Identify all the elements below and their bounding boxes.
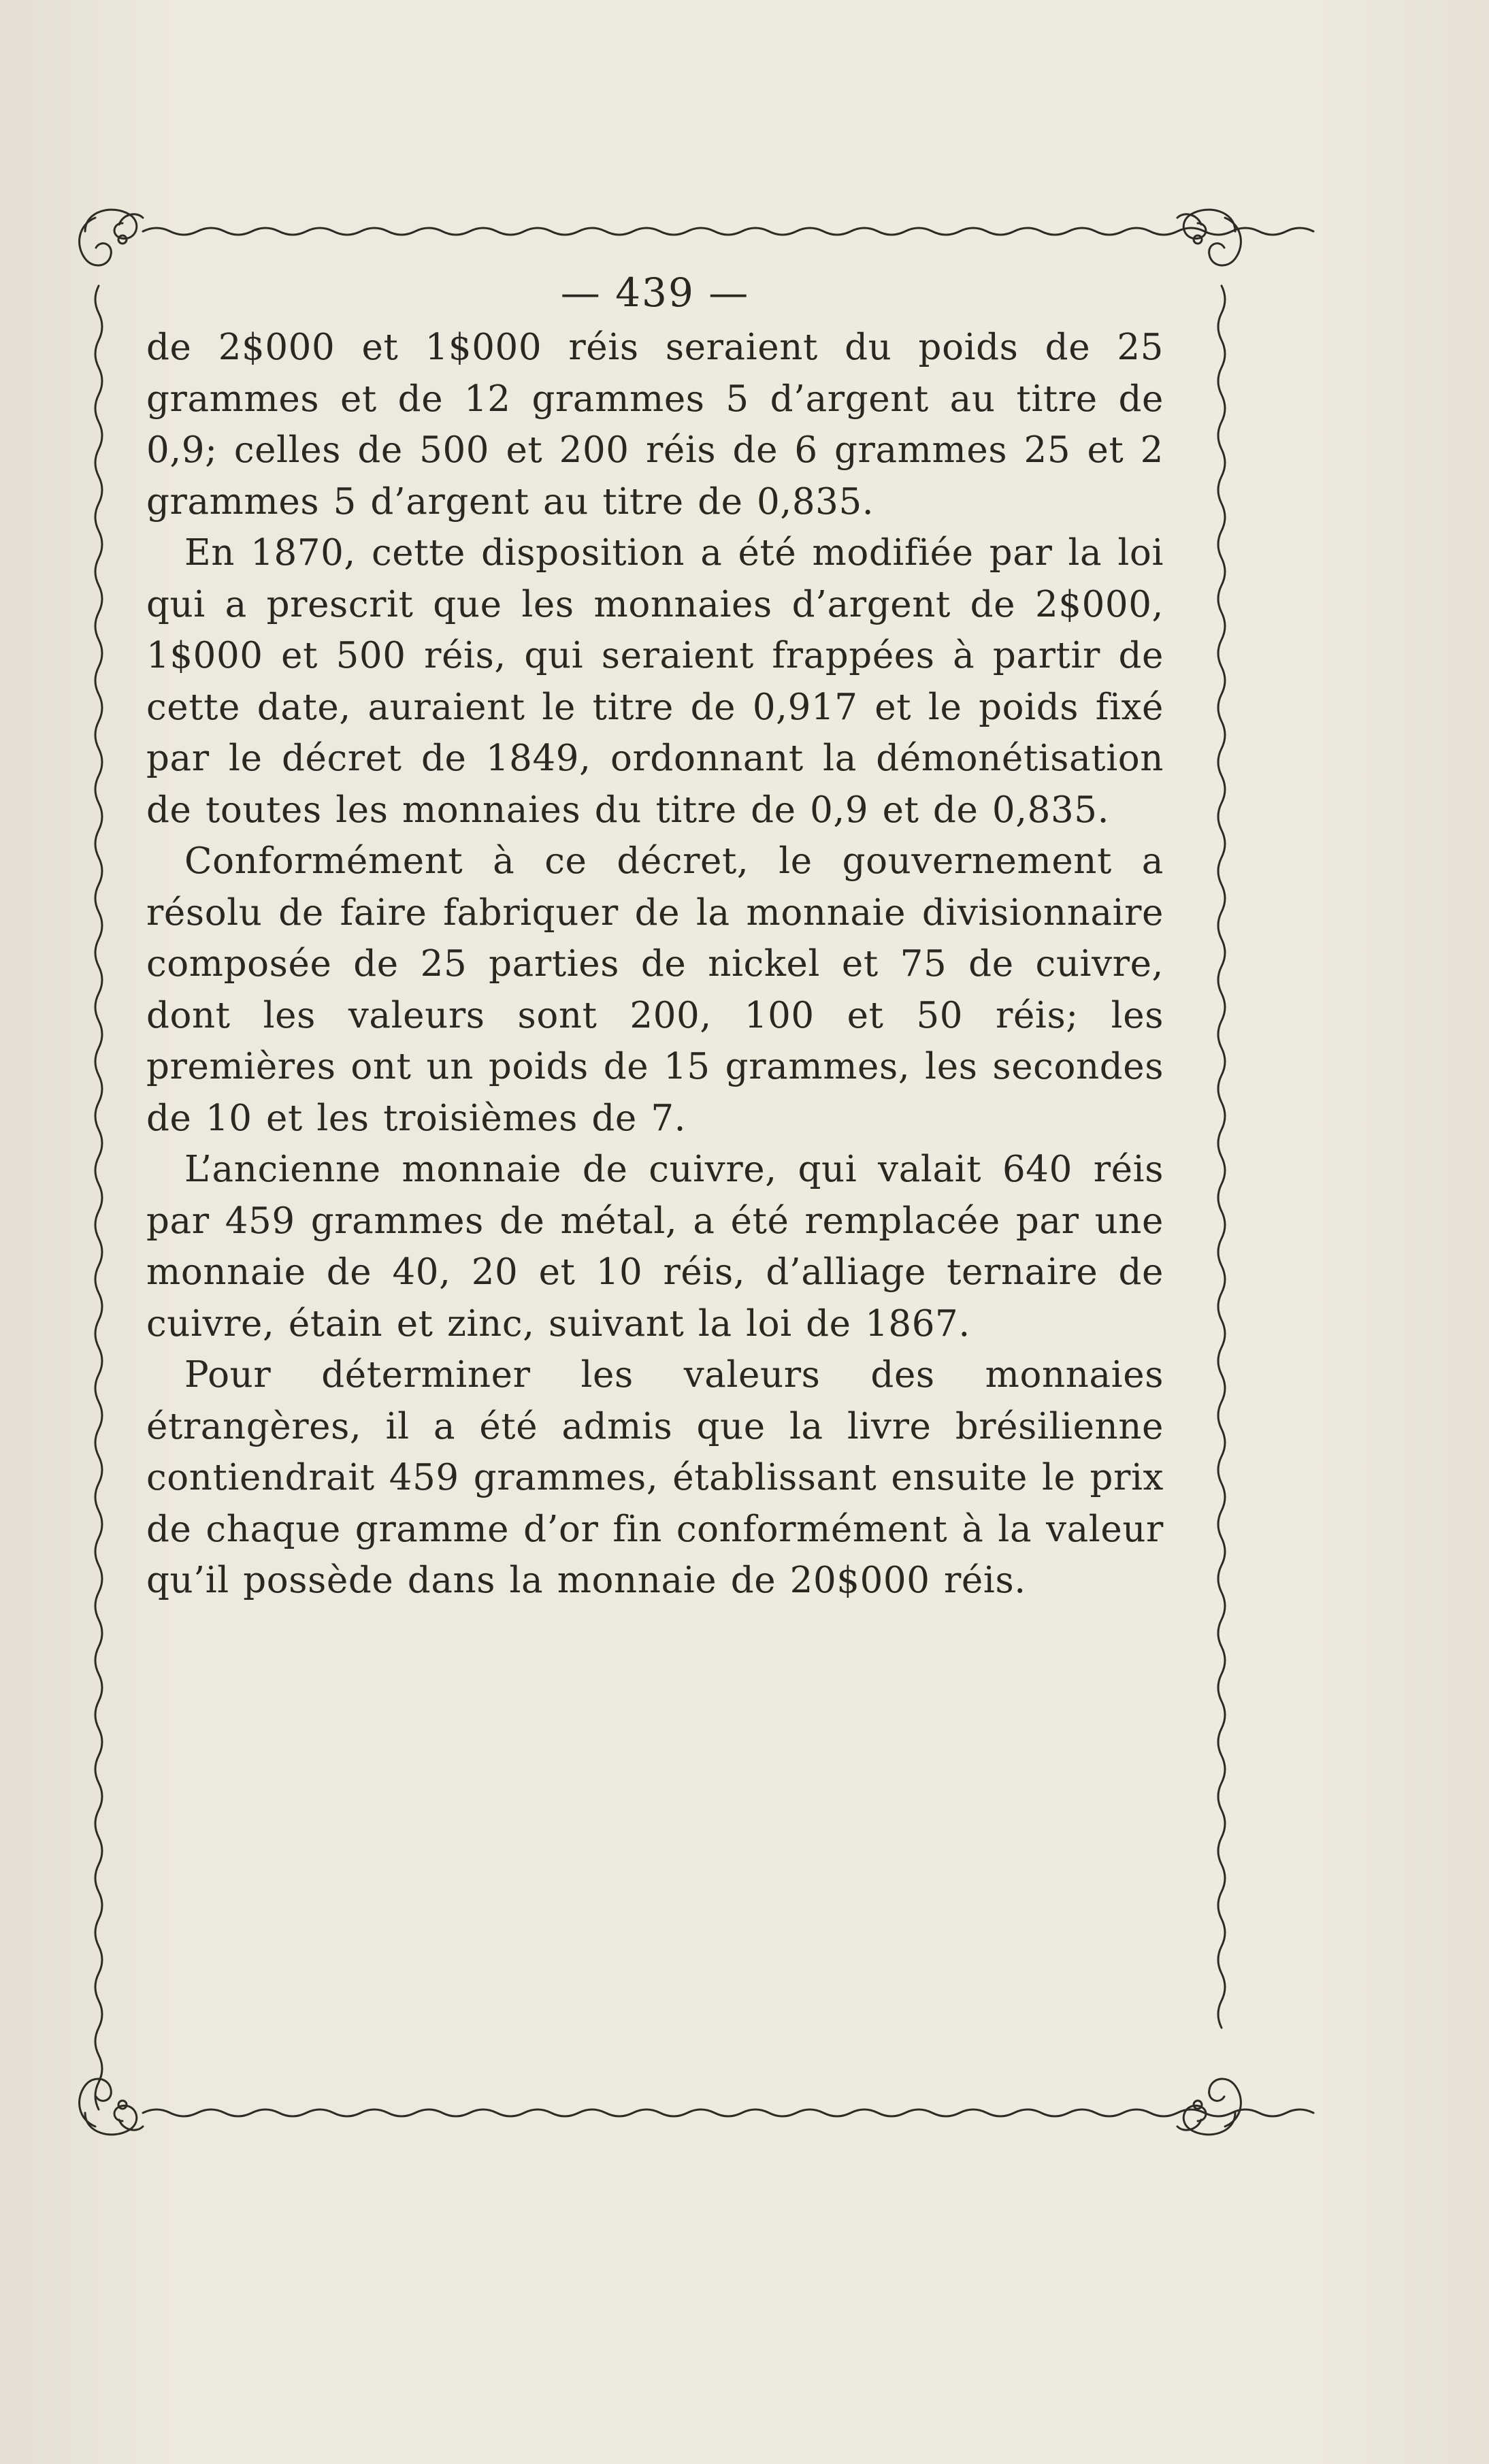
corner-flourish-top-right [1177,210,1241,265]
paragraph-3: Conformément à ce décret, le gouvernement a résolu de faire fabriquer de la monnaie divisionnaire composée de 25 parties de nickel et 75 de cuivre, dont les valeurs sont 200, 100 et 50 réis; les premières ont un poids de 15 grammes, les secondes de 10 et les troisièmes de 7. [146,840,1164,1139]
right-wavy-rule [1218,286,1225,2028]
bottom-wavy-rule [143,2109,1313,2116]
corner-flourish-bottom-left [80,2079,143,2135]
paragraph-2: En 1870, cette disposition a été modifiée par la loi qui a prescrit que les monnaies d’argent de 2$000, 1$000 et 500 réis, qui seraient frappées à partir de cette date, auraient le titre de 0,917 et le poids fixé par le décret de 1849, ordonnant la démonétisation de toutes les monnaies du titre de 0,9 et de 0,835. [146,532,1164,831]
paragraph-1: de 2$000 et 1$000 réis seraient du poids de 25 grammes et de 12 grammes 5 d’argent au titre de 0,9; celles de 500 et 200 réis de 6 grammes 25 et 2 grammes 5 d’argent au titre de 0,835. [146,327,1164,523]
left-wavy-rule [95,286,102,2109]
page-text [146,269,1164,1607]
page-number: — 439 — [560,269,750,316]
paragraph-5: Pour déterminer les valeurs des monnaies étrangères, il a été admis que la livre brésilienne contiendrait 459 grammes, établissant ensuite le prix de chaque gramme d’or fin conformément à la valeur qu’il possède dans la monnaie de 20$000 réis. [146,1354,1164,1601]
corner-flourish-bottom-right [1177,2079,1241,2135]
paragraph-4: L’ancienne monnaie de cuivre, qui valait 640 réis par 459 grammes de métal, a été remplacée par une monnaie de 40, 20 et 10 réis, d’alliage ternaire de cuivre, étain et zinc, suivant la loi de 1867. [146,1149,1164,1345]
top-wavy-rule [143,228,1313,235]
corner-flourish-top-left [80,210,143,265]
